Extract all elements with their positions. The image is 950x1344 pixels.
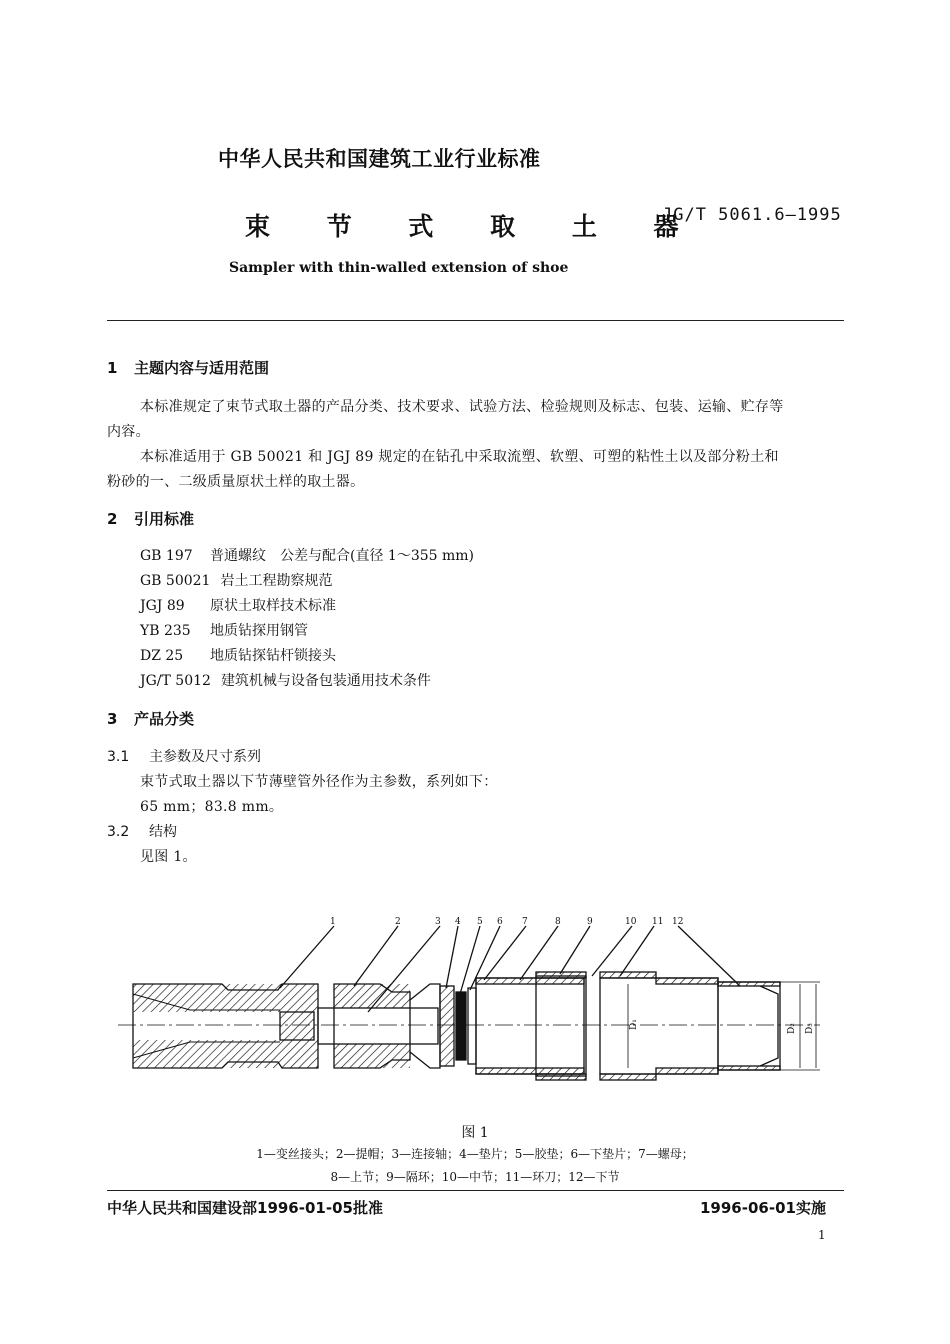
part-number-label: 1 [330,917,336,927]
part-number-label: 2 [395,917,401,927]
subsection-3-1-text: 束节式取土器以下节薄壁管外径作为主参数，系列如下： [140,774,498,790]
reference-code: JG/T 5012 [140,673,211,689]
part-number-label: 10 [625,917,637,927]
dimension-label-d2: D₂ [787,1023,797,1034]
standard-organization: 中华人民共和国建筑工业行业标准 [218,147,541,171]
reference-code: GB 50021 [140,573,211,589]
reference-name: 普通螺纹 公差与配合(直径 1～355 mm) [210,548,475,564]
part-number-label: 7 [522,917,528,927]
approval-statement: 中华人民共和国建设部1996-01-05批准 [107,1199,383,1217]
figure-part-numbers [330,917,683,927]
dimension-label-d3: D₃ [805,1023,815,1034]
reference-code: GB 197 [140,548,193,564]
reference-code: YB 235 [140,623,191,639]
figure-dimension-labels [629,1019,815,1034]
reference-name: 原状土取样技术标准 [210,598,336,614]
part-number-label: 11 [652,917,664,927]
subsection-3-2-text: 见图 1。 [140,849,197,865]
reference-name: 地质钻探钻杆锁接头 [210,648,336,664]
section-3-title: 产品分类 [134,710,195,728]
effective-date: 1996-06-01实施 [700,1199,826,1217]
footer-divider [107,1190,844,1191]
section-3-number: 3 [107,710,118,728]
subsection-3-1-number: 3.1 [107,749,130,765]
figure-legend-line-1: 1—变丝接头；2—提帽；3—连接轴；4—垫片；5—胶垫；6—下垫片；7—螺母； [256,1147,694,1161]
reference-name: 建筑机械与设备包装通用技术条件 [220,673,431,689]
sec1-para2-line1: 本标准适用于 GB 50021 和 JGJ 89 规定的在钻孔中采取流塑、软塑、可塑的粘性土以及部分粉土和 [140,449,779,465]
section-1-number: 1 [107,359,118,377]
part-number-label: 8 [555,917,561,927]
subsection-3-2-number: 3.2 [107,824,130,840]
sec1-para1-line2: 内容。 [107,424,150,440]
part-number-label: 5 [477,917,483,927]
figure-caption: 图 1 [461,1125,489,1141]
subsection-3-1-title: 主参数及尺寸系列 [149,749,261,765]
page-number: 1 [818,1228,826,1242]
reference-name: 岩土工程勘察规范 [220,573,333,589]
part-number-label: 4 [455,917,461,927]
dimension-label-d1: D₁ [629,1019,639,1030]
part-number-label: 9 [587,917,593,927]
reference-name: 地质钻探用钢管 [210,623,308,639]
subsection-3-2-title: 结构 [149,824,177,840]
part-number-label: 6 [497,917,503,927]
section-2-title: 引用标准 [134,510,195,528]
english-subtitle: Sampler with thin-walled extension of shoe [229,260,569,276]
figure-body [118,926,820,1080]
reference-code: JGJ 89 [140,598,185,614]
subsection-3-1-values: 65 mm；83.8 mm。 [140,799,284,815]
standard-code: JG/T 5061.6—1995 [662,205,842,225]
part-number-label: 3 [435,917,441,927]
section-1-title: 主题内容与适用范围 [134,359,270,377]
figure-legend-line-2: 8—上节；9—隔环；10—中节；11—环刀；12—下节 [330,1170,620,1184]
part-number-label: 12 [672,917,684,927]
sec1-para2-line2: 粉砂的一、二级质量原状土样的取土器。 [107,474,365,490]
document-title: 束 节 式 取 土 器 [245,212,703,241]
reference-code: DZ 25 [140,648,184,664]
sec1-para1-line1: 本标准规定了束节式取土器的产品分类、技术要求、试验方法、检验规则及标志、包装、运输、贮存等 [140,399,784,415]
section-2-number: 2 [107,510,118,528]
